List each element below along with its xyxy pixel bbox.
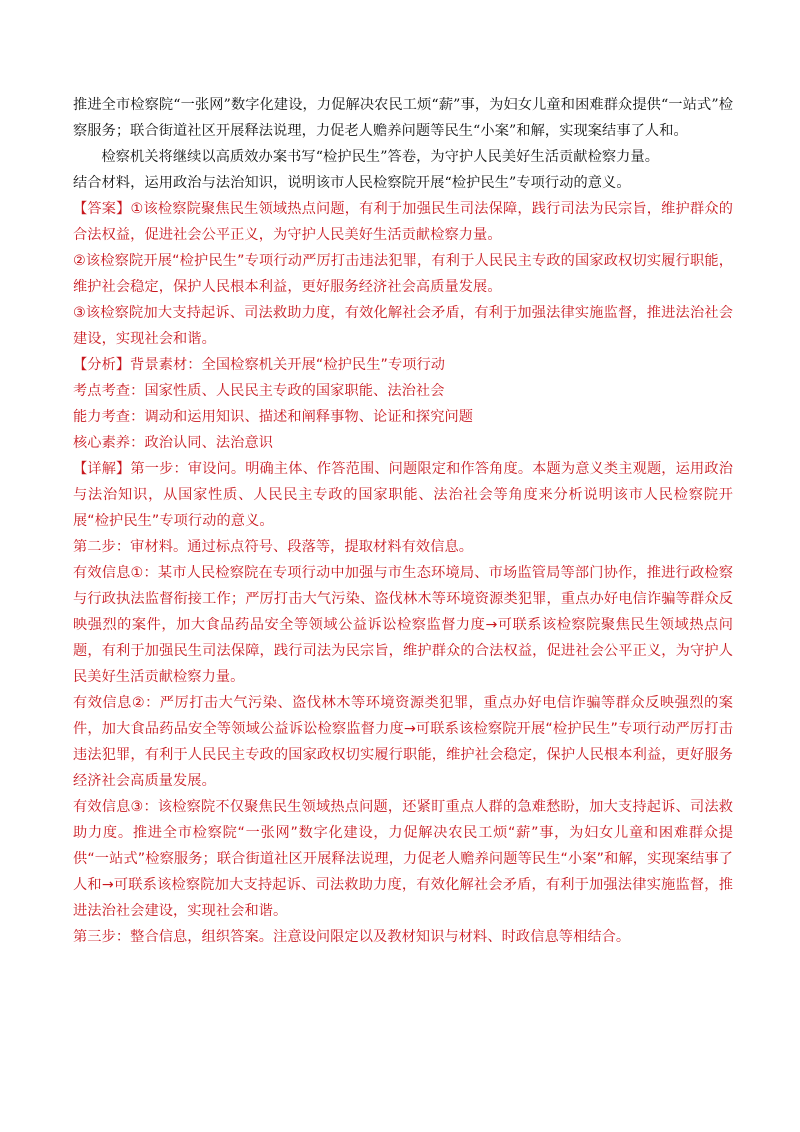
- analysis-ability: 能力考查：调动和运用知识、描述和阐释事物、论证和探究问题: [73, 409, 474, 425]
- detail-step-1: 【详解】第一步：审设问。明确主体、作答范围、问题限定和作答角度。本题为意义类主观题，运用政治与法治知识，从国家性质、人民民主专政的国家职能、法治社会等角度来分析说明该市人民检察院开展“检护民生”专项行动的意义。: [73, 461, 733, 529]
- analysis-literacy: 核心素养：政治认同、法治意识: [73, 435, 274, 451]
- detail-info-3: 有效信息③：该检察院不仅聚焦民生领域热点问题，还紧盯重点人群的急难愁盼，加大支持起诉、司法救助力度。推进全市检察院“一张网”数字化建设，力促解决农民工烦“薪”事，为妇女儿童和困难群众提供“一站式”检察服务；联合街道社区开展释法说理，力促老人赡养问题等民生“小案”和解，实现案结事了人和→可联系该检察院加大支持起诉、司法救助力度，有效化解社会矛盾，有利于加强法律实施监督，推进法治社会建设，实现社会和谐。: [73, 799, 733, 919]
- document-body: [73, 92, 733, 950]
- detail-info-1: 有效信息①：某市人民检察院在专项行动中加强与市生态环境局、市场监管局等部门协作，推进行政检察与行政执法监督衔接工作；严厉打击大气污染、盗伐林木等环境资源类犯罪，重点办好电信诈骗等群众反映强烈的案件，加大食品药品安全等领域公益诉讼检察监督力度→可联系该检察院聚焦民生领域热点问题，有利于加强民生司法保障，践行司法为民宗旨，维护群众的合法权益，促进社会公平正义，为守护人民美好生活贡献检察力量。: [73, 565, 733, 685]
- answer-point-2: ②该检察院开展“检护民生”专项行动严厉打击违法犯罪，有利于人民民主专政的国家政权切实履行职能，维护社会稳定，保护人民根本利益，更好服务经济社会高质量发展。: [73, 253, 733, 295]
- detail-info-2: 有效信息②：严厉打击大气污染、盗伐林木等环境资源类犯罪，重点办好电信诈骗等群众反映强烈的案件，加大食品药品安全等领域公益诉讼检察监督力度→可联系该检察院开展“检护民生”专项行动严厉打击违法犯罪，有利于人民民主专政的国家政权切实履行职能，维护社会稳定，保护人民根本利益，更好服务经济社会高质量发展。: [73, 695, 733, 789]
- analysis-knowledge: 考点考查：国家性质、人民民主专政的国家职能、法治社会: [73, 383, 445, 399]
- detail-step-2: 第二步：审材料。通过标点符号、段落等，提取材料有效信息。: [73, 539, 474, 555]
- answer-point-3: ③该检察院加大支持起诉、司法救助力度，有效化解社会矛盾，有利于加强法律实施监督，推进法治社会建设，实现社会和谐。: [73, 305, 733, 347]
- material-text: 推进全市检察院“一张网”数字化建设，力促解决农民工烦“薪”事，为妇女儿童和困难群众提供“一站式”检察服务；联合街道社区开展释法说理，力促老人赡养问题等民生“小案”和解，实现案结事了人和。: [73, 97, 733, 139]
- analysis-background: 【分析】背景素材：全国检察机关开展“检护民生”专项行动: [73, 357, 446, 373]
- material-closing: 检察机关将继续以高质效办案书写“检护民生”答卷，为守护人民美好生活贡献检察力量。: [101, 149, 660, 165]
- answer-point-1: 【答案】①该检察院聚焦民生领域热点问题，有利于加强民生司法保障，践行司法为民宗旨，维护群众的合法权益，促进社会公平正义，为守护人民美好生活贡献检察力量。: [73, 201, 733, 243]
- detail-step-3: 第三步：整合信息，组织答案。注意设问限定以及教材知识与材料、时政信息等相结合。: [73, 929, 631, 945]
- question-text: 结合材料，运用政治与法治知识，说明该市人民检察院开展“检护民生”专项行动的意义。: [73, 175, 631, 191]
